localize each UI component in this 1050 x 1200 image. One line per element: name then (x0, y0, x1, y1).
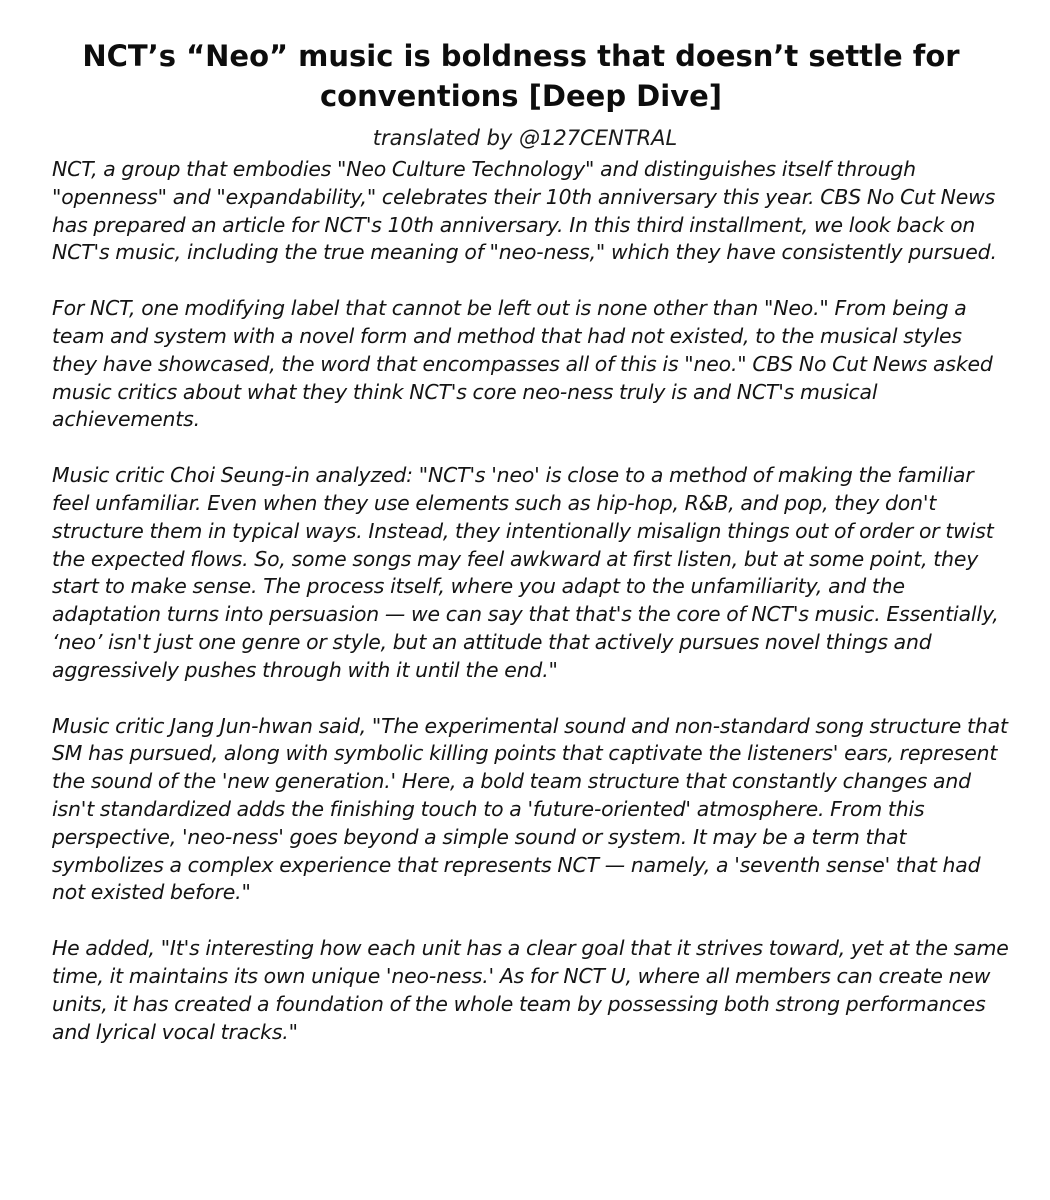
article-paragraph-4: Music critic Jang Jun-hwan said, "The experimental sound and non-standard song structure that SM has pursued, along with symbolic killing points that captivate the listeners' ears, represent the sound of the 'new generation.' Here, a bold team structure that constantly changes and isn't standardized adds the finishing touch to a 'future-oriented' atmosphere. From this perspective, 'neo-ness' goes beyond a simple sound or system. It may be a term that symbolizes a complex experience that represents NCT — namely, a 'seventh sense' that had not existed before." (52, 713, 1008, 905)
article-paragraph-3: Music critic Choi Seung-in analyzed: "NCT's 'neo' is close to a method of making the familiar feel unfamiliar. Even when they use elements such as hip-hop, R&B, and pop, they don't structure them in typical ways. Instead, they intentionally misalign things out of order or twist the expected flows. So, some songs may feel awkward at first listen, but at some point, they start to make sense. The process itself, where you adapt to the unfamiliarity, and the adaptation turns into persuasion — we can say that that's the core of NCT's music. Essentially, ‘neo’ isn't just one genre or style, but an attitude that actively pursues novel things and aggressively pushes through with it until the end." (52, 463, 999, 682)
article-paragraph-1: NCT, a group that embodies "Neo Culture Technology" and distinguishes itself through "openness" and "expandability," celebrates their 10th anniversary this year. CBS No Cut News has prepared an article for NCT's 10th anniversary. In this third installment, we look back on NCT's music, including the true meaning of "neo-ness," which they have consistently pursued. (52, 157, 997, 265)
article-paragraph-5: He added, "It's interesting how each unit has a clear goal that it strives toward, yet at the same time, it maintains its own unique 'neo-ness.' As for NCT U, where all members can create new units, it has created a foundation of the whole team by possessing both strong performances and lyrical vocal tracks." (52, 936, 1009, 1044)
translator-credit: translated by @127CENTRAL (372, 126, 678, 150)
article-title: NCT’s “Neo” music is boldness that doesn’t settle for conventions [Deep Dive] (82, 39, 960, 113)
article-paragraph-2: For NCT, one modifying label that cannot be left out is none other than "Neo." From being a team and system with a novel form and method that had not existed, to the musical styles they have showcased, the word that encompasses all of this is "neo." CBS No Cut News asked music critics about what they think NCT's core neo-ness truly is and NCT's musical achievements. (52, 296, 993, 432)
